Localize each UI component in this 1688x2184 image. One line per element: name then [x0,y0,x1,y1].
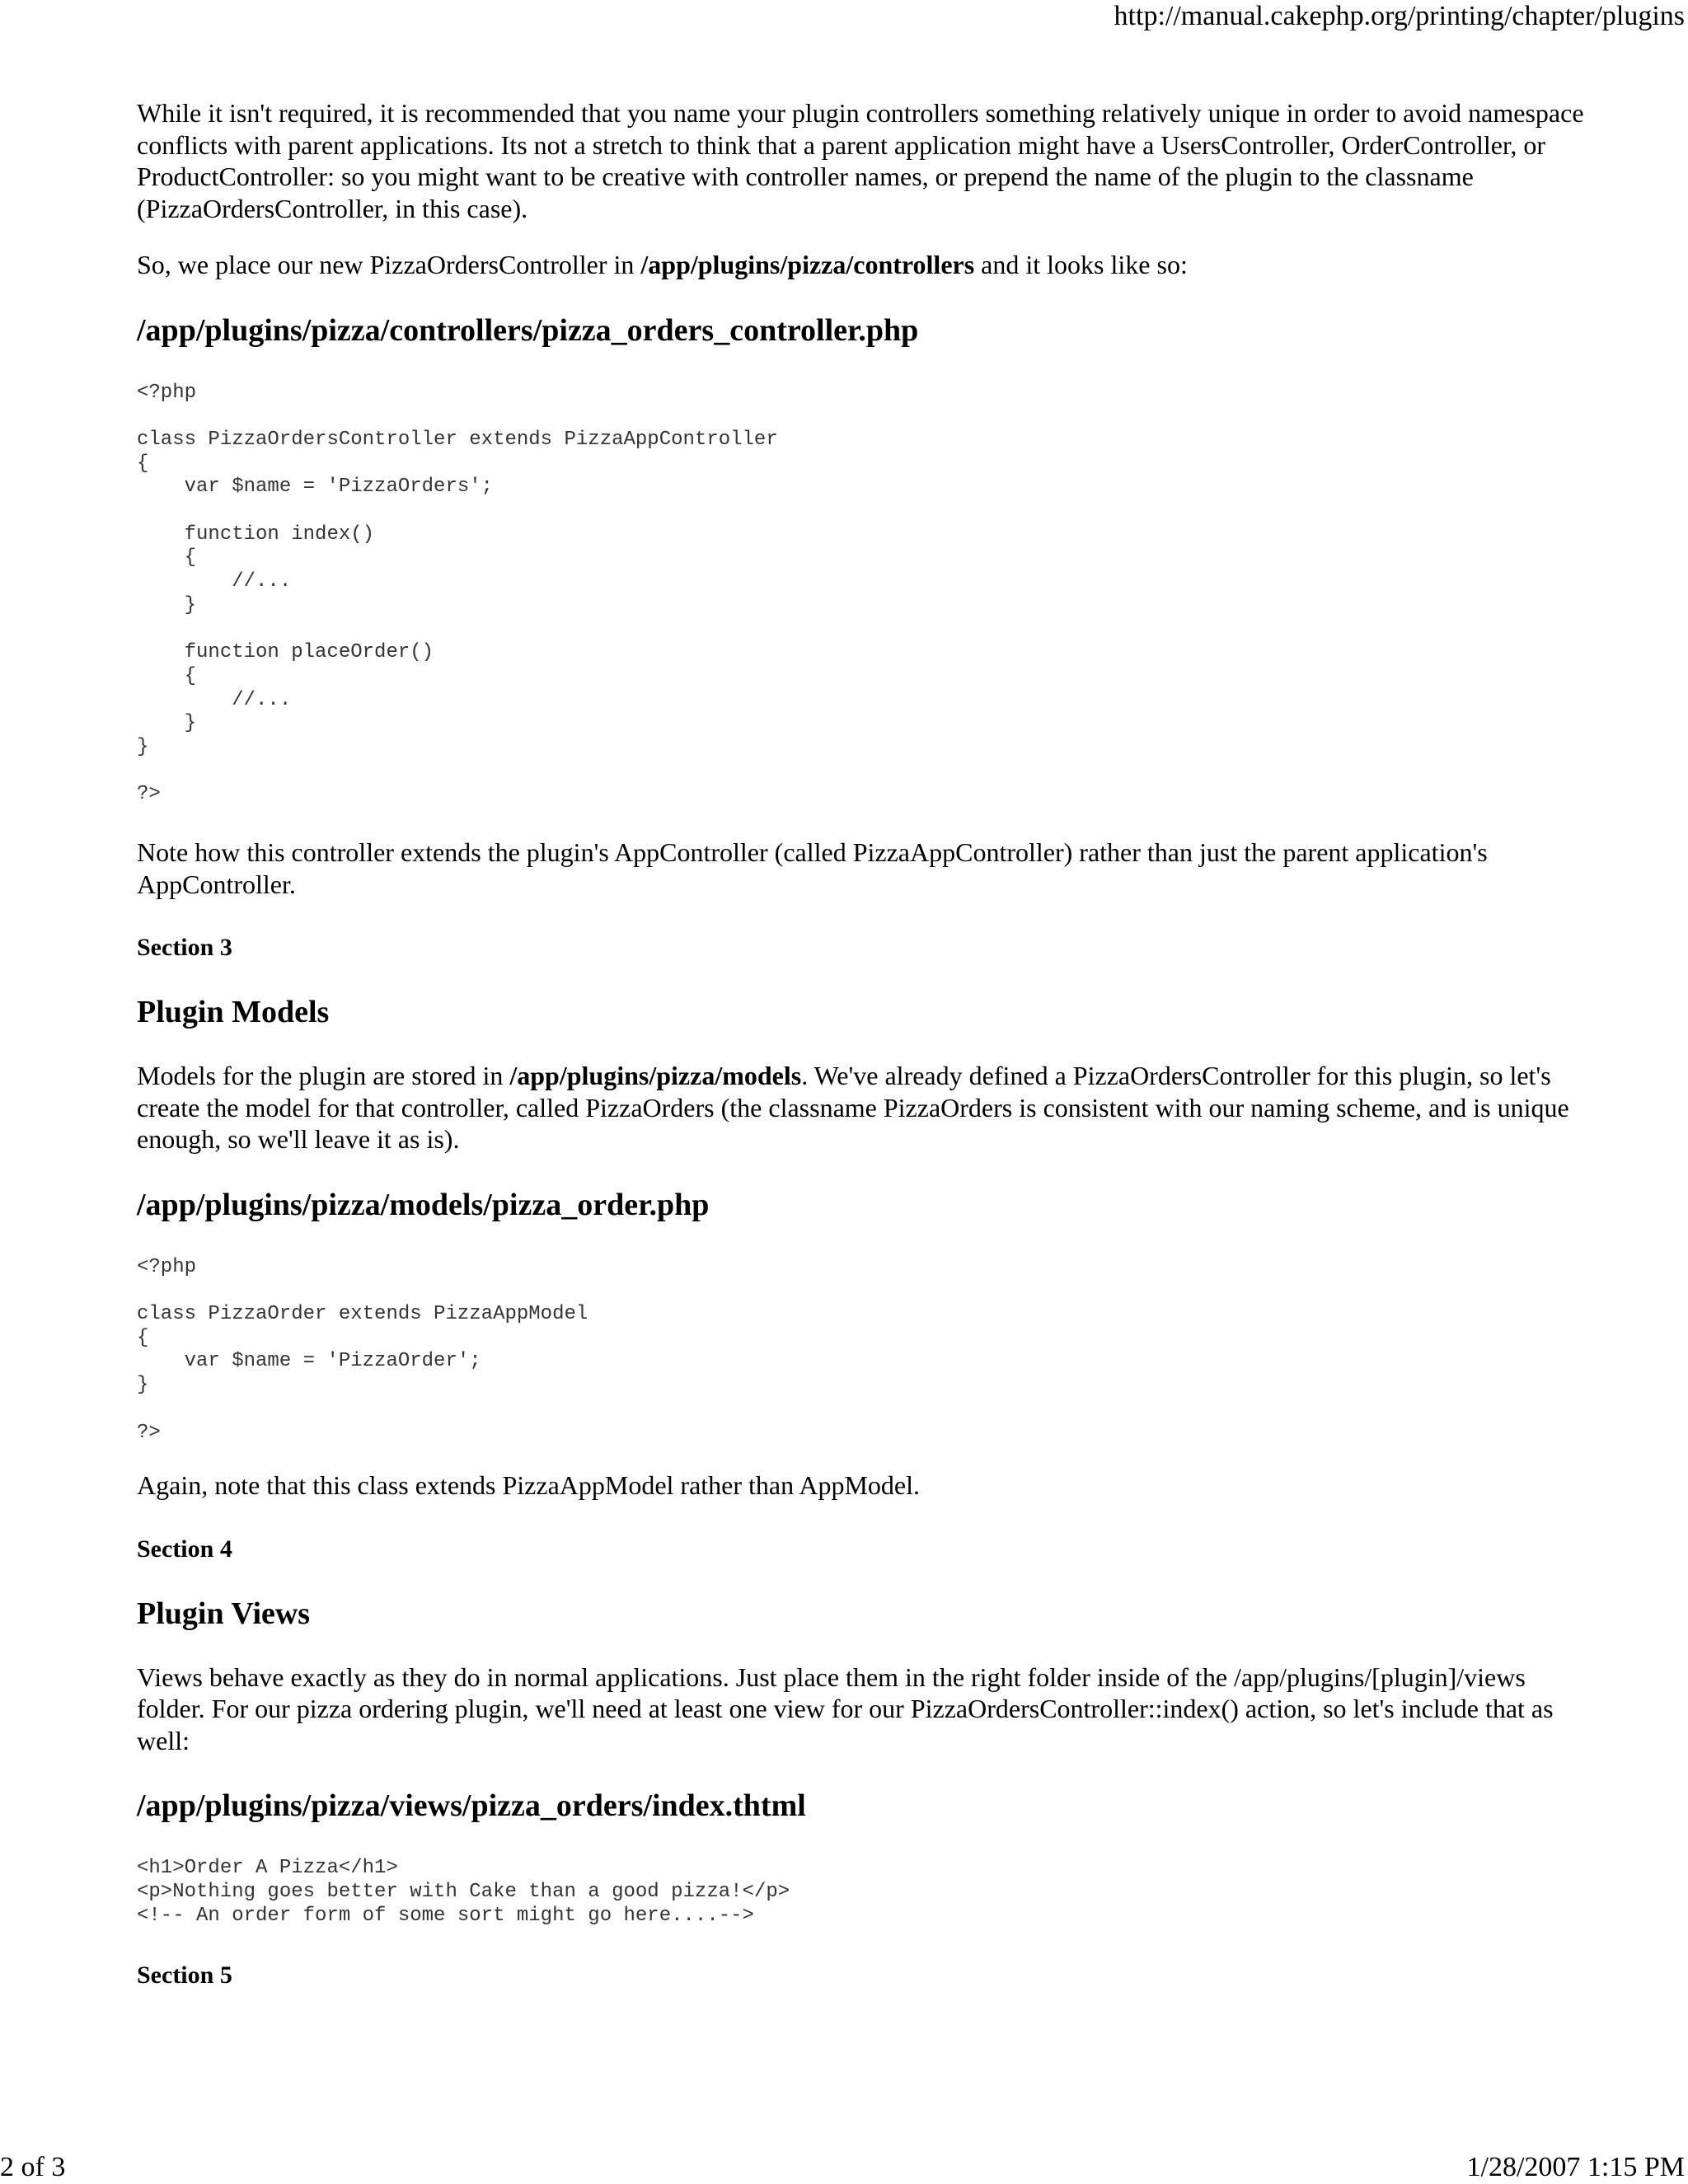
print-datetime: 1/28/2007 1:15 PM [1466,2152,1685,2182]
section-4-title: Plugin Views [137,1596,311,1631]
controller-code-block: <?php class PizzaOrdersController extends PizzaAppController { var $name = 'PizzaOrders'; function index() { //... } function placeOrder() { //... } } ?> [137,381,778,806]
text-segment: Models for the plugin are stored in [137,1061,510,1091]
controller-note-paragraph: Note how this controller extends the plugin's AppController (called PizzaAppController) rather than just the parent application's AppController. [137,837,1488,899]
section-5-label: Section 5 [137,1961,232,1990]
model-code-block: <?php class PizzaOrder extends PizzaAppModel { var $name = 'PizzaOrder'; } ?> [137,1255,588,1444]
page-url: http://manual.cakephp.org/printing/chapter/plugins [1114,1,1685,31]
models-path: /app/plugins/pizza/models [509,1061,802,1091]
text-segment: . We've already defined a PizzaOrdersController for this plugin, so let's create the model for that controller, called PizzaOrders (the classname PizzaOrders is consistent with our naming scheme, and is unique enough, so we'll leave it as is). [137,1061,1569,1155]
views-paragraph: Views behave exactly as they do in normal applications. Just place them in the right folder inside of the /app/plugins/[plugin]/views folder. For our pizza ordering plugin, we'll need at least one view for our PizzaOrdersController::index() action, so let's include that as well: [137,1661,1554,1755]
section-4-label: Section 4 [137,1535,232,1563]
models-paragraph [137,1060,1587,1155]
controllers-path: /app/plugins/pizza/controllers [640,250,975,279]
model-note-paragraph: Again, note that this class extends PizzaAppModel rather than AppModel. [137,1470,921,1501]
document-content [137,97,1587,1990]
intro-paragraph: While it isn't required, it is recommended that you name your plugin controllers something relatively unique in order to avoid namespace conflicts with parent applications. Its not a stretch to think that a parent application might have a UsersController, OrderController, or ProductController: so you might want to be creative with controller names, or prepend the name of the plugin to the classname (PizzaOrdersController, in this case). [137,98,1584,223]
page-number: 2 of 3 [0,2152,66,2182]
controller-location-paragraph [137,249,1587,281]
section-3-label: Section 3 [137,934,232,962]
section-3-title: Plugin Models [137,995,330,1030]
view-file-heading: /app/plugins/pizza/views/pizza_orders/index.thtml [137,1788,806,1824]
model-file-heading: /app/plugins/pizza/models/pizza_order.php [137,1187,710,1222]
text-segment: So, we place our new PizzaOrdersController in [137,250,641,279]
view-code-block: <h1>Order A Pizza</h1> <p>Nothing goes better with Cake than a good pizza!</p> <!-- An order form of some sort might go here....--> [137,1857,790,1927]
text-segment: and it looks like so: [974,250,1188,279]
controller-file-heading: /app/plugins/pizza/controllers/pizza_orders_controller.php [137,312,919,348]
